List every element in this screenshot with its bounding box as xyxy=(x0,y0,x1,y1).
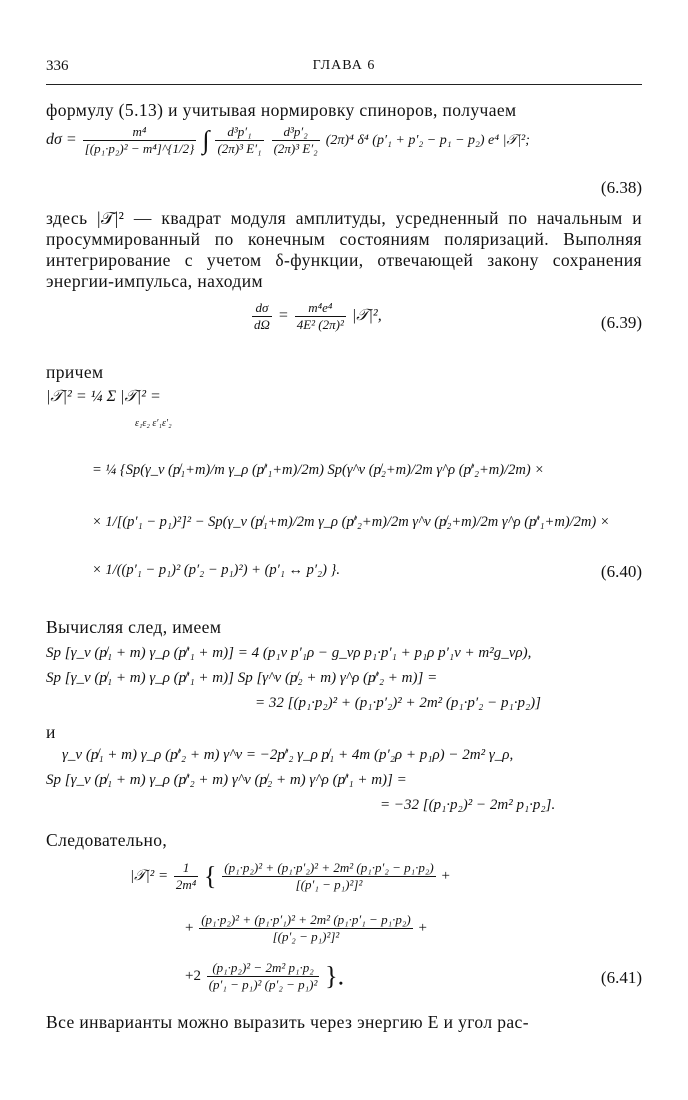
eq-number-6-40: (6.40) xyxy=(600,562,642,581)
equation-6-38 xyxy=(46,124,642,188)
eq-number-6-41: (6.41) xyxy=(600,968,642,987)
paragraph-2: здесь |𝒯|² — квадрат модуля амплитуды, усредненный по начальным и просуммированный по конечным состояниям поляризаций. Выполняя интегрирование с учетом δ-функции, отвечающей закону сохранения энергии-импульса, находим xyxy=(46,208,642,291)
eq638-f2-num: d³p′₂ xyxy=(272,124,320,141)
eq638-f2-den: (2π)³ E′₂ xyxy=(273,141,318,156)
eq639-rhs-num: m⁴e⁴ xyxy=(295,300,346,317)
eq639-rhs xyxy=(295,300,346,333)
eq640-line4: × 1/((p′₁ − p₁)² (p′₂ − p₁)²) + (p′₁ ↔ p′₂) }. xyxy=(92,562,340,578)
paragraph-5: и xyxy=(46,722,56,742)
trace-line3: = 32 [(p₁·p₂)² + (p₁·p′₂)² + 2m² (p₁·p′₂ − p₁·p₂)] xyxy=(255,695,541,711)
eq639-lhs-num: dσ xyxy=(252,300,272,317)
eq641-term1 xyxy=(222,860,435,893)
eq641-prefactor xyxy=(174,860,198,893)
paragraph-3: причем xyxy=(46,362,104,382)
eq638-tail: (2π)⁴ δ⁴ (p′₁ + p′₂ − p₁ − p₂) e⁴ |𝒯|²; xyxy=(325,133,530,149)
eq641-t1-den: [(p′₁ − p₁)²]² xyxy=(295,877,363,892)
eq638-pref-den: [(p₁·p₂)² − m⁴]^{1/2} xyxy=(84,141,195,156)
eq641-t1-num: (p₁·p₂)² + (p₁·p′₂)² + 2m² (p₁·p′₂ − p₁·p₂) xyxy=(224,860,434,875)
trace-line2: Sp [γ_ν (p̸₁ + m) γ_ρ (p̸′₁ + m)] Sp [γ^ν (p̸₂ + m) γ^ρ (p̸′₂ + m)] = xyxy=(46,670,438,686)
eq638-f1-den: (2π)³ E′₁ xyxy=(217,141,262,156)
eq640-line2: = ¼ {Sp(γ_ν (p̸₁+m)/m γ_ρ (p̸′₁+m)/2m) Sp(γ^ν (p̸₂+m)/2m γ^ρ (p̸′₂+m)/2m) × xyxy=(92,462,545,478)
eq641-line3: +2 $\frac{\text{(p₁·p₂)² − 2m² p₁·p₂}}{\text{(p′₁ − p₁)² (p′₂ − p₁)²}}$ }. xyxy=(185,960,345,992)
eq-number-6-39: (6.39) xyxy=(600,313,642,332)
eq641-pref-num: 1 xyxy=(174,860,198,877)
paragraph-7: Все инварианты можно выразить через энергию E и угол рас- xyxy=(46,1012,529,1032)
eq641-line1: |𝒯|² = $\frac{1}{\text{2m⁴}}$ { $\frac{\text{(p₁·p₂)² + (p₁·p′₂)² + 2m² (p₁·p′₂ − p₁·p₂)}}{\text{[(p′₁ − p₁)²]²}}$ + xyxy=(130,860,450,892)
eq640-line1: |𝒯|² = ¼ Σ |𝒯|² = xyxy=(46,388,161,405)
eq-number-6-38: (6.38) xyxy=(600,178,642,197)
eq641-term3 xyxy=(207,960,320,993)
eq638-frac2 xyxy=(272,124,320,157)
eq638-pref-num: m⁴ xyxy=(83,124,197,141)
eq641-t2-den: [(p′₂ − p₁)²]² xyxy=(272,929,340,944)
paragraph-4: Вычисляя след, имеем xyxy=(46,617,222,637)
equation-6-39: $\frac{d\sigma}{d\Omega}$ = $\frac{\text{m⁴e⁴}}{\text{4E² (2π)²}}$ |𝒯|², xyxy=(254,300,382,332)
eq641-line2: + $\frac{\text{(p₁·p₂)² + (p₁·p′₁)² + 2m² (p₁·p′₁ − p₁·p₂)}}{\text{[(p′₂ − p₁)²]²}}$ + xyxy=(185,912,427,944)
eq639-lhs-den: dΩ xyxy=(254,317,270,332)
eq640-sum-index: ε₁ε₂ ε′₁ε′₂ xyxy=(135,418,172,429)
paragraph-6: Следовательно, xyxy=(46,830,168,850)
header-rule xyxy=(46,84,642,85)
eq638-frac1 xyxy=(215,124,263,157)
eq639-tail: |𝒯|², xyxy=(351,307,382,325)
eq641-term2 xyxy=(199,912,412,945)
trace-line4: γ_ν (p̸₁ + m) γ_ρ (p̸′₂ + m) γ^ν = −2p̸′₂ γ_ρ p̸₁ + 4m (p′₂ρ + p₁ρ) − 2m² γ_ρ, xyxy=(62,747,514,763)
trace-line6: = −32 [(p₁·p₂)² − 2m² p₁·p₂]. xyxy=(380,797,556,813)
eq639-lhs xyxy=(252,300,272,333)
chapter-heading: ГЛАВА 6 xyxy=(312,58,376,73)
eq641-pref-den: 2m⁴ xyxy=(175,877,197,892)
trace-line5: Sp [γ_ν (p̸₁ + m) γ_ρ (p̸′₂ + m) γ^ν (p̸₂ + m) γ^ρ (p̸′₁ + m)] = xyxy=(46,772,407,788)
trace-line1: Sp [γ_ν (p̸₁ + m) γ_ρ (p̸′₁ + m)] = 4 (p₁ν p′₁ρ − g_νρ p₁·p′₁ + p₁ρ p′₁ν + m²g_νρ), xyxy=(46,645,532,661)
page-number: 336 xyxy=(46,58,69,74)
eq641-t2-num: (p₁·p₂)² + (p₁·p′₁)² + 2m² (p₁·p′₁ − p₁·p₂) xyxy=(201,912,411,927)
eq638-f1-num: d³p′₁ xyxy=(215,124,263,141)
eq641-t3-num: (p₁·p₂)² − 2m² p₁·p₂ xyxy=(207,960,320,977)
integral-sign: ∫ xyxy=(202,125,210,155)
eq639-rhs-den: 4E² (2π)² xyxy=(296,317,344,332)
paragraph-1: формулу (5.13) и учитывая нормировку спиноров, получаем xyxy=(46,100,517,120)
eq641-t3-den: (p′₁ − p₁)² (p′₂ − p₁)² xyxy=(208,977,318,992)
eq638-lhs: dσ = xyxy=(46,131,77,149)
eq638-prefactor xyxy=(83,124,197,157)
eq641-lhs: |𝒯|² = xyxy=(130,867,169,884)
eq640-line3: × 1/[(p′₁ − p₁)²]² − Sp(γ_ν (p̸₁+m)/2m γ_ρ (p̸′₂+m)/2m γ^ν (p̸₂+m)/2m γ^ρ (p̸′₁+m)/2m) × xyxy=(92,514,610,530)
